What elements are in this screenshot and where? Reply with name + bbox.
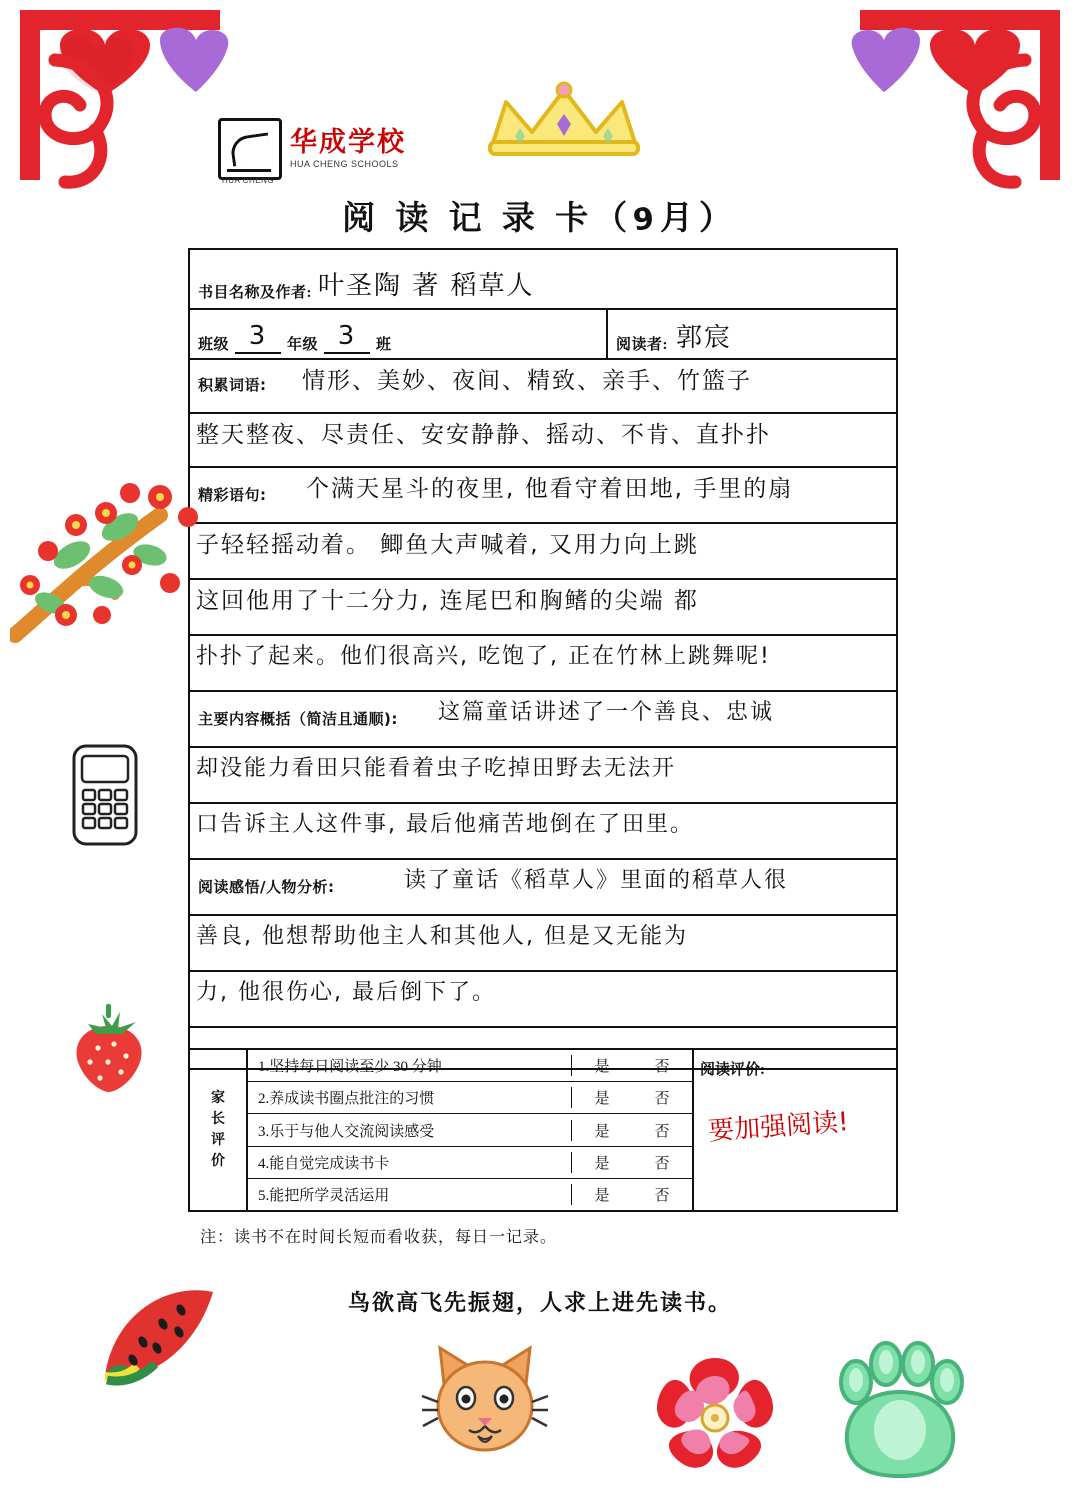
flower-branch-doodle bbox=[10, 455, 220, 670]
reflection-label: 阅读感悟/人物分析: bbox=[198, 878, 335, 896]
summary-line-3[interactable]: 口告诉主人这件事, 最后他痛苦地倒在了田里。 bbox=[196, 812, 694, 837]
peval-label-char-1: 家 bbox=[211, 1091, 225, 1106]
peval-label-char-2: 长 bbox=[211, 1112, 225, 1127]
class-grade-unit: 年级 bbox=[287, 337, 319, 353]
eval-row bbox=[248, 1147, 692, 1179]
cat-face-doodle bbox=[420, 1340, 550, 1475]
sentences-line-3[interactable]: 这回他用了十二分力, 连尾巴和胸鳍的尖端 都 bbox=[196, 588, 699, 614]
words-label: 积累词语: bbox=[198, 376, 267, 394]
eval-row bbox=[248, 1179, 692, 1210]
sentences-line-2[interactable]: 子轻轻摇动着。 鲫鱼大声喊着, 又用力向上跳 bbox=[196, 532, 699, 558]
words-line-2[interactable]: 整天整夜、尽责任、安安静静、摇动、不肯、直扑扑 bbox=[196, 422, 771, 448]
eval-item-text: 5.能把所学灵活运用 bbox=[258, 1187, 390, 1204]
logo-mark-label: HUA CHENG bbox=[222, 176, 275, 185]
eval-no[interactable]: 否 bbox=[654, 1123, 670, 1140]
footer-note: 注：读书不在时间长短而看收获，每日一记录。 bbox=[200, 1229, 558, 1246]
sentences-line-1[interactable]: 个满天星斗的夜里, 他看守着田地, 手里的扇 bbox=[306, 476, 794, 502]
class-no-value[interactable]: 3 bbox=[324, 322, 370, 354]
book-title-value[interactable]: 叶圣陶 著 稻草人 bbox=[318, 271, 535, 302]
eval-row bbox=[248, 1114, 692, 1146]
parent-evaluation-label bbox=[190, 1050, 248, 1210]
class-no-unit: 班 bbox=[376, 337, 392, 353]
parent-evaluation-table bbox=[188, 1048, 898, 1212]
eval-no[interactable]: 否 bbox=[654, 1091, 670, 1108]
reflection-line-2[interactable]: 善良, 他想帮助他主人和其他人, 但是又无能为 bbox=[196, 924, 688, 949]
peval-label-char-4: 价 bbox=[211, 1154, 225, 1169]
eval-item-text: 2.养成读书圈点批注的习惯 bbox=[258, 1091, 435, 1108]
words-line-1[interactable]: 情形、美妙、夜间、精致、亲手、竹篮子 bbox=[302, 368, 752, 394]
row-reflection bbox=[190, 860, 896, 1068]
eval-item-text: 4.能自觉完成读书卡 bbox=[258, 1155, 390, 1172]
reading-comment-handwritten: 要加强阅读! bbox=[707, 1107, 850, 1147]
logo-bird-icon bbox=[218, 118, 282, 180]
class-label: 班级 bbox=[198, 337, 230, 353]
footer-slogan: 鸟欲高飞先振翅，人求上进先读书。 bbox=[347, 1290, 732, 1315]
logo-name-en: HUA CHENG SCHOOLS bbox=[290, 159, 399, 169]
sentences-label: 精彩语句: bbox=[198, 486, 267, 504]
eval-no[interactable]: 否 bbox=[654, 1059, 670, 1076]
reader-label: 阅读者: bbox=[616, 337, 668, 353]
title-month-field bbox=[633, 201, 660, 238]
title-month-handwritten: 9 bbox=[631, 200, 662, 239]
summary-label: 主要内容概括（简洁且通顺): bbox=[198, 710, 398, 728]
eval-yes[interactable]: 是 bbox=[594, 1155, 610, 1172]
paw-print-doodle bbox=[830, 1340, 970, 1485]
page-title bbox=[0, 192, 1080, 239]
row-class-reader bbox=[190, 310, 896, 360]
eval-row bbox=[248, 1082, 692, 1114]
book-title-label: 书目名称及作者: bbox=[198, 285, 312, 301]
eval-yes[interactable]: 是 bbox=[594, 1187, 610, 1204]
row-sentences bbox=[190, 468, 896, 692]
row-words bbox=[190, 360, 896, 468]
sentences-line-4[interactable]: 扑扑了起来。他们很高兴, 吃饱了, 正在竹林上跳舞呢! bbox=[196, 644, 771, 669]
eval-item-text: 1.坚持每日阅读至少 30 分钟 bbox=[258, 1059, 442, 1076]
reading-comment-label: 阅读评价: bbox=[700, 1062, 765, 1078]
title-suffix: 月） bbox=[659, 201, 738, 237]
reader-value[interactable]: 郭宸 bbox=[676, 323, 733, 354]
phone-doodle bbox=[68, 740, 142, 855]
crown-icon bbox=[480, 80, 650, 165]
summary-line-1[interactable]: 这篇童话讲述了一个善良、忠诚 bbox=[438, 700, 775, 725]
eval-yes[interactable]: 是 bbox=[594, 1123, 610, 1140]
heart-corner-decoration-right bbox=[840, 0, 1080, 200]
reading-record-table bbox=[188, 248, 898, 1070]
reflection-line-3[interactable]: 力, 他很伤心, 最后倒下了。 bbox=[196, 980, 496, 1005]
flower-doodle bbox=[650, 1352, 780, 1477]
eval-yes[interactable]: 是 bbox=[594, 1059, 610, 1076]
title-prefix: 阅 读 记 录 卡（ bbox=[342, 201, 634, 237]
eval-row bbox=[248, 1050, 692, 1082]
strawberry-doodle bbox=[66, 1000, 152, 1101]
school-logo bbox=[218, 118, 406, 185]
eval-no[interactable]: 否 bbox=[654, 1155, 670, 1172]
summary-line-2[interactable]: 却没能力看田只能看着虫子吃掉田野去无法开 bbox=[196, 756, 677, 781]
heart-corner-decoration-left bbox=[0, 0, 240, 200]
reading-comment-cell[interactable] bbox=[692, 1050, 896, 1210]
peval-label-char-3: 评 bbox=[211, 1133, 225, 1148]
class-grade-value[interactable]: 3 bbox=[235, 322, 281, 354]
eval-yes[interactable]: 是 bbox=[594, 1091, 610, 1108]
eval-item-text: 3.乐于与他人交流阅读感受 bbox=[258, 1123, 435, 1140]
eval-no[interactable]: 否 bbox=[654, 1187, 670, 1204]
row-summary bbox=[190, 692, 896, 860]
row-book-title bbox=[190, 250, 896, 310]
logo-name-cn: 华成学校 bbox=[290, 127, 406, 157]
watermelon-doodle bbox=[95, 1280, 225, 1405]
reflection-line-1[interactable]: 读了童话《稻草人》里面的稻草人很 bbox=[404, 868, 789, 893]
